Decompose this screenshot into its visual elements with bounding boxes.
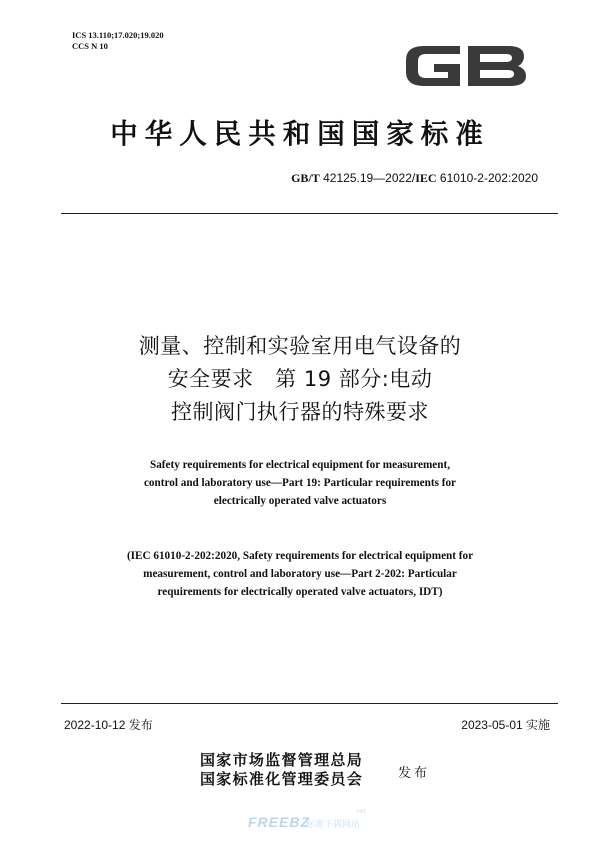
iec-reference-line-1: (IEC 61010-2-202:2020, Safety requirements for electrical equipment for (126, 550, 474, 562)
chinese-title-line-1: 测量、控制和实验室用电气设备的 (138, 334, 462, 358)
implementation-date: 2023-05-01 实施 (461, 718, 550, 732)
iec-code: 61010-2-202:2020 (439, 171, 538, 185)
english-title-line-1: Safety requirements for electrical equipment for measurement, (149, 459, 451, 471)
standard-prefix: GB/T (291, 171, 320, 185)
watermark-logo: FREEBZ (248, 814, 310, 830)
national-standard-title: 中华人民共和国国家标准 (110, 118, 490, 150)
standard-code: 42125.19—2022/ (323, 171, 416, 185)
english-title (0, 456, 600, 510)
issue-date: 2022-10-12 发布 (64, 718, 153, 732)
standard-number (291, 171, 538, 186)
english-title-line-2: control and laboratory use—Part 19: Particular requirements for (143, 477, 457, 489)
ccs-code: CCS N 10 (72, 41, 108, 51)
iec-reference-line-2: measurement, control and laboratory use—Part 2-202: Particular (143, 568, 457, 580)
gb-logo (402, 38, 530, 94)
publisher-line-2: 国家标准化管理委员会 (200, 770, 364, 788)
gb-logo-b (468, 46, 526, 86)
chinese-title-line-3: 控制阀门执行器的特殊要求 (171, 400, 429, 424)
ics-code: ICS 13.110;17.020;19.020 (72, 30, 164, 40)
gb-logo-g (406, 46, 460, 86)
iec-prefix: IEC (415, 171, 437, 185)
publish-label: 发布 (398, 766, 431, 781)
watermark-suffix: net (356, 808, 366, 815)
watermark-text: 标准下载网站 (306, 820, 361, 830)
chinese-title-line-2: 安全要求 第 19 部分:电动 (167, 367, 433, 391)
top-divider (61, 213, 558, 214)
ics-ccs-codes (72, 30, 164, 52)
publisher (200, 751, 363, 789)
english-title-line-3: electrically operated valve actuators (213, 495, 387, 507)
iec-reference-line-3: requirements for electrically operated valve actuators, IDT) (157, 586, 443, 598)
iec-reference (0, 547, 600, 601)
chinese-title (0, 330, 600, 429)
publisher-line-1: 国家市场监督管理总局 (200, 751, 364, 769)
bottom-divider (61, 703, 558, 704)
